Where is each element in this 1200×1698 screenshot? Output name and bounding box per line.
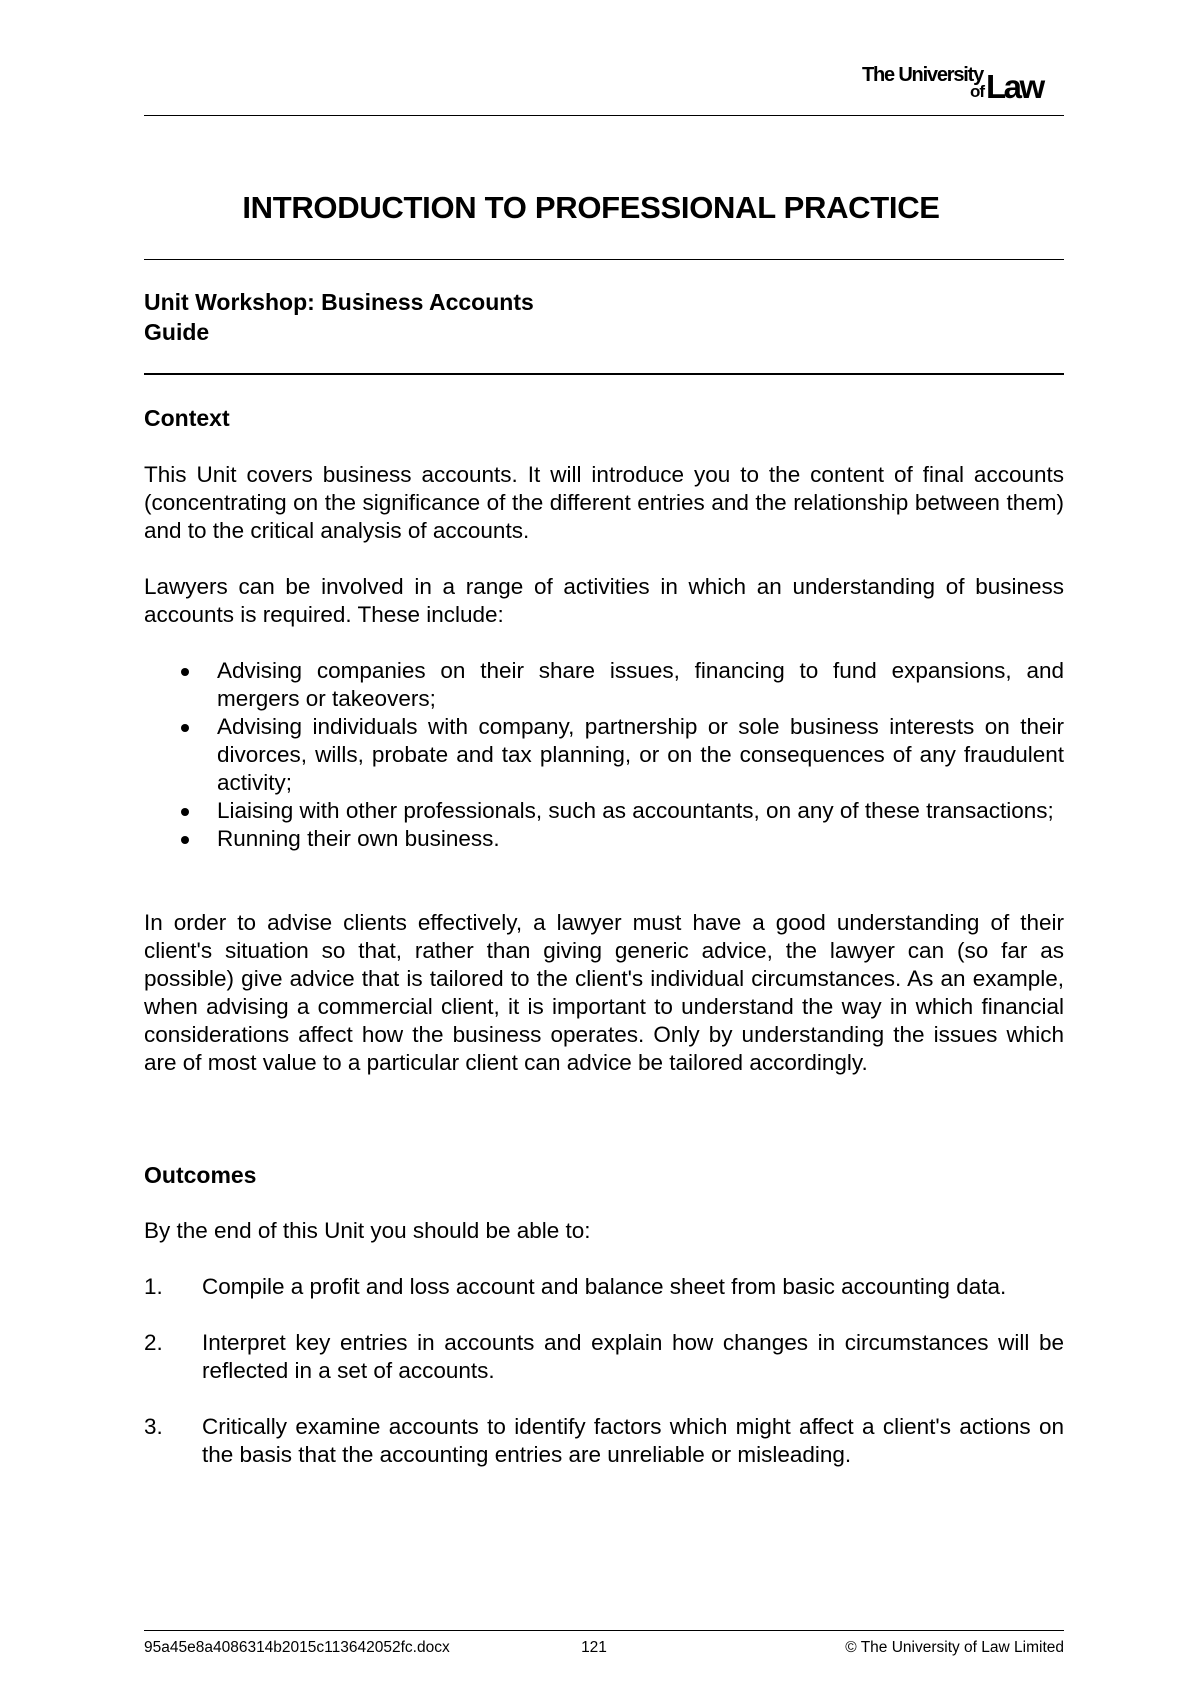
footer-copyright: © The University of Law Limited: [845, 1639, 1064, 1656]
list-item-text: Critically examine accounts to identify factors which might affect a client's actions on the basis that the accounting entries are unreliable or misleading.: [202, 1414, 1064, 1467]
list-item: [144, 1413, 1064, 1469]
list-number: 3.: [144, 1414, 163, 1439]
logo-line1: The University: [862, 64, 984, 86]
context-heading: Context: [144, 405, 230, 431]
outcomes-heading: Outcomes: [144, 1162, 257, 1188]
list-item-text: Running their own business.: [217, 826, 500, 851]
list-item: [144, 797, 1064, 825]
context-paragraph-3: In order to advise clients effectively, a lawyer must have a good understanding of their client's situation so that, rather than giving generic advice, the lawyer can (so far as possible) give advice that is tailored to the client's individual circumstances. As an example, when advising a commercial client, it is important to understand the way in which financial considerations affect how the business operates. Only by understanding the issues which are of most value to a particular client can advice be tailored accordingly.: [144, 910, 1064, 1075]
list-item: [144, 1273, 1064, 1301]
list-item-text: Compile a profit and loss account and balance sheet from basic accounting data.: [202, 1274, 1007, 1299]
list-item: [144, 713, 1064, 797]
list-item-text: Advising companies on their share issues, financing to fund expansions, and mergers or takeovers;: [217, 658, 1064, 711]
list-item: [144, 825, 1064, 853]
title-divider: [144, 259, 1064, 260]
outcomes-list: [144, 1273, 1064, 1497]
header-divider: [144, 115, 1064, 116]
list-item: [144, 657, 1064, 713]
list-item: [144, 1329, 1064, 1385]
list-number: 1.: [144, 1274, 163, 1299]
bullet-icon: [181, 808, 189, 816]
footer-page-number: 121: [581, 1639, 607, 1656]
unit-title: Unit Workshop: Business Accounts: [144, 289, 534, 315]
list-item-text: Advising individuals with company, partnership or sole business interests on their divorces, wills, probate and tax planning, or on the consequences of any fraudulent activity;: [217, 714, 1064, 795]
footer-divider: [144, 1630, 1064, 1631]
bullet-icon: [181, 724, 189, 732]
university-logo: [858, 64, 1068, 104]
page-title: INTRODUCTION TO PROFESSIONAL PRACTICE: [242, 190, 940, 225]
unit-heading: [144, 287, 534, 347]
unit-divider: [144, 373, 1064, 375]
list-item-text: Interpret key entries in accounts and explain how changes in circumstances will be reflected in a set of accounts.: [202, 1330, 1064, 1383]
list-number: 2.: [144, 1330, 163, 1355]
footer-filename: 95a45e8a4086314b2015c113642052fc.docx: [144, 1639, 450, 1656]
logo-law: Law: [986, 68, 1043, 105]
bullet-icon: [181, 836, 189, 844]
list-item-text: Liaising with other professionals, such as accountants, on any of these transactions;: [217, 798, 1054, 823]
logo-of: of: [970, 82, 985, 101]
context-paragraph-2: Lawyers can be involved in a range of activities in which an understanding of business accounts is required. These include:: [144, 574, 1064, 627]
context-paragraph-1: This Unit covers business accounts. It will introduce you to the content of final accounts (concentrating on the significance of the different entries and the relationship between them) and to the critical analysis of accounts.: [144, 462, 1064, 543]
outcomes-intro: By the end of this Unit you should be able to:: [144, 1218, 591, 1243]
activities-list: [144, 657, 1064, 853]
unit-subtitle: Guide: [144, 319, 210, 345]
bullet-icon: [181, 668, 189, 676]
